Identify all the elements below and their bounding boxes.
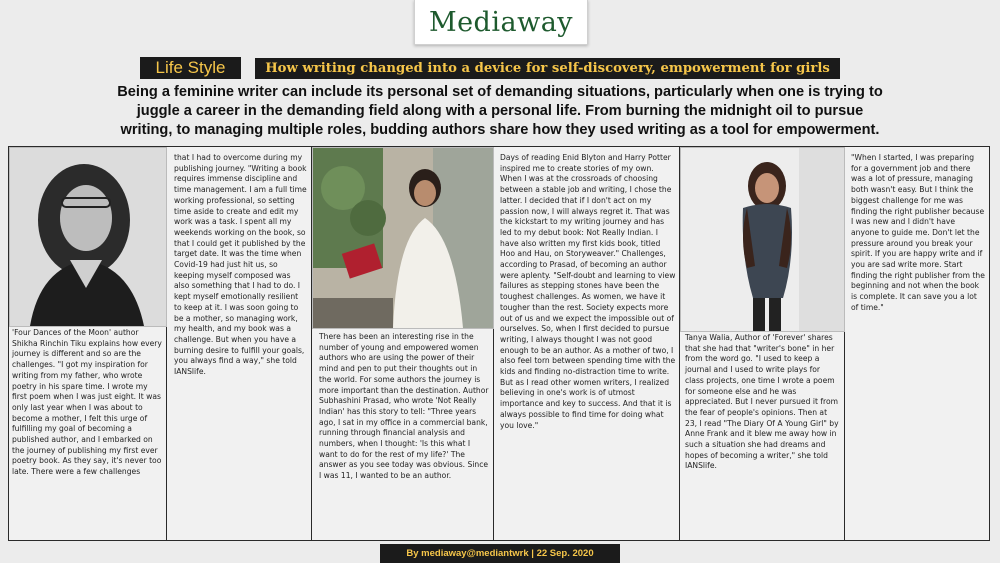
column-2-text xyxy=(174,153,308,378)
brand-name: Mediaway xyxy=(428,6,574,38)
author-photo-tanya xyxy=(680,147,845,332)
column-2 xyxy=(167,147,312,540)
column-5-text xyxy=(685,333,841,472)
column-5 xyxy=(680,147,845,540)
headline: How writing changed into a device for self-discovery, empowerment for girls xyxy=(255,58,840,79)
author-photo-subhashini xyxy=(312,147,494,329)
column-3-text xyxy=(319,332,489,482)
column-4 xyxy=(494,147,680,540)
body-paragraph: Tanya Walia, Author of 'Forever' shares that she had that "writer's bone" in her from the word go. "I used to keep a journal and I used to write plays for class projects, one time I wrote a poem for someone else and he was appreciated. But I never pursued it from the fear of people's opinions. Then at 23, I read "The Diary Of A Young Girl" by Anne Frank and it blew me away how in such a situation she had dreams and hopes of becoming a writer," she told IANSlife. xyxy=(685,333,839,471)
column-6 xyxy=(845,147,989,540)
portrait-illustration-1 xyxy=(10,148,166,326)
body-paragraph: There has been an interesting rise in the number of young and empowered women authors who are using the power of their mind and pen to put their thoughts out in the world. For some authors the journey is more important than the destination. Author Subhashini Prasad, who wrote 'Not Really Indian' has this story to tell: "Three years ago, I sat in my office in a commercial bank, running through financial analysis and numbers, when I thought: 'Is this what I want to do for the rest of my life?' The answer as you see today was obvious. Since I was 11, I wanted to be an author. xyxy=(319,332,489,481)
column-4-text xyxy=(500,153,676,431)
section-tag: Life Style xyxy=(140,57,241,79)
column-1-text xyxy=(12,328,164,478)
portrait-illustration-3 xyxy=(681,148,844,331)
body-paragraph: "When I started, I was preparing for a government job and there was a lot of pressure, managing both wasn't easy. But I think the biggest challenge for me was finding the right publisher because I was new and I didn't have anyone to guide me. Don't let the pressure around you break your spirit. If you are happy write and if you are sad write more. Start finding the right publisher from the beginning and not when the book is complete. It can save you a lot of time." xyxy=(851,153,985,312)
author-photo-shikha xyxy=(9,147,167,327)
footer-byline: By mediaway@mediantwrk | 22 Sep. 2020 xyxy=(380,544,620,563)
column-3 xyxy=(312,147,494,540)
masthead-logo xyxy=(414,0,588,45)
article-panel xyxy=(8,146,990,541)
column-1 xyxy=(9,147,167,540)
body-paragraph: that I had to overcome during my publishing journey. "Writing a book requires immense discipline and time management. I am a full time working professional, so setting time aside to create and edit my work was a task. I spent all my weekends working on the book, so that I could get it published by the target date. It was the time when Covid-19 had just hit us, so keeping myself composed was also something that I had to do. I kept myself emotionally resilient to keep at it. I was soon going to be a mother, so managing work, my health, and my book was a challenge. But when you have a burning desire to fulfill your goals, you always find a way," she told IANSlife. xyxy=(174,153,307,377)
body-paragraph: 'Four Dances of the Moon' author Shikha Rinchin Tiku explains how every journey is different and so are the challenges. "I got my inspiration for writing from my father, who wrote poetry in his spare time. I wrote my first poem when I was just eight. It was only last year when I was about to become a mother, I felt this urge of fulfilling my goal of becoming a published author, and I embarked on the journey of publishing my first ever poetry book. As they say, it's never too late. There were a few challenges xyxy=(12,328,162,477)
standfirst: Being a feminine writer can include its personal set of demanding situations, particularly when one is trying to juggle a career in the demanding field along with a personal life. From burning the midnight oil to pursue writing, to managing multiple roles, budding authors share how they used writing as a tool for empowerment. xyxy=(117,84,883,138)
column-6-text xyxy=(851,153,985,314)
body-paragraph: Days of reading Enid Blyton and Harry Potter inspired me to create stories of my own. When I was at the crossroads of choosing between a stable job and writing, I chose the latter. I decided that if I don't act on my passion now, I will always regret it. That was the kickstart to my writing journey and has led to my debut book: Not Really Indian. I have also written my first kids book, titled Hoo and Hau, on Storyweaver." Challenges, according to Prasad, of becoming an author were aplenty. "Self-doubt and learning to view failures as stepping stones have been the toughest challenges. As women, we have it tougher than the rest. Society expects more out of us and we expect the impossible out of ourselves. So, when I first decided to pursue writing, I always thought I was not good enough to be an author. As a mother of two, I also feel torn between spending time with the kids and finding no-distraction time to write. But as I read other women writers, I realized believing in one's work is of utmost importance and key to success. And that it is always possible to find time for doing what you love." xyxy=(500,153,676,430)
portrait-illustration-2 xyxy=(313,148,493,328)
